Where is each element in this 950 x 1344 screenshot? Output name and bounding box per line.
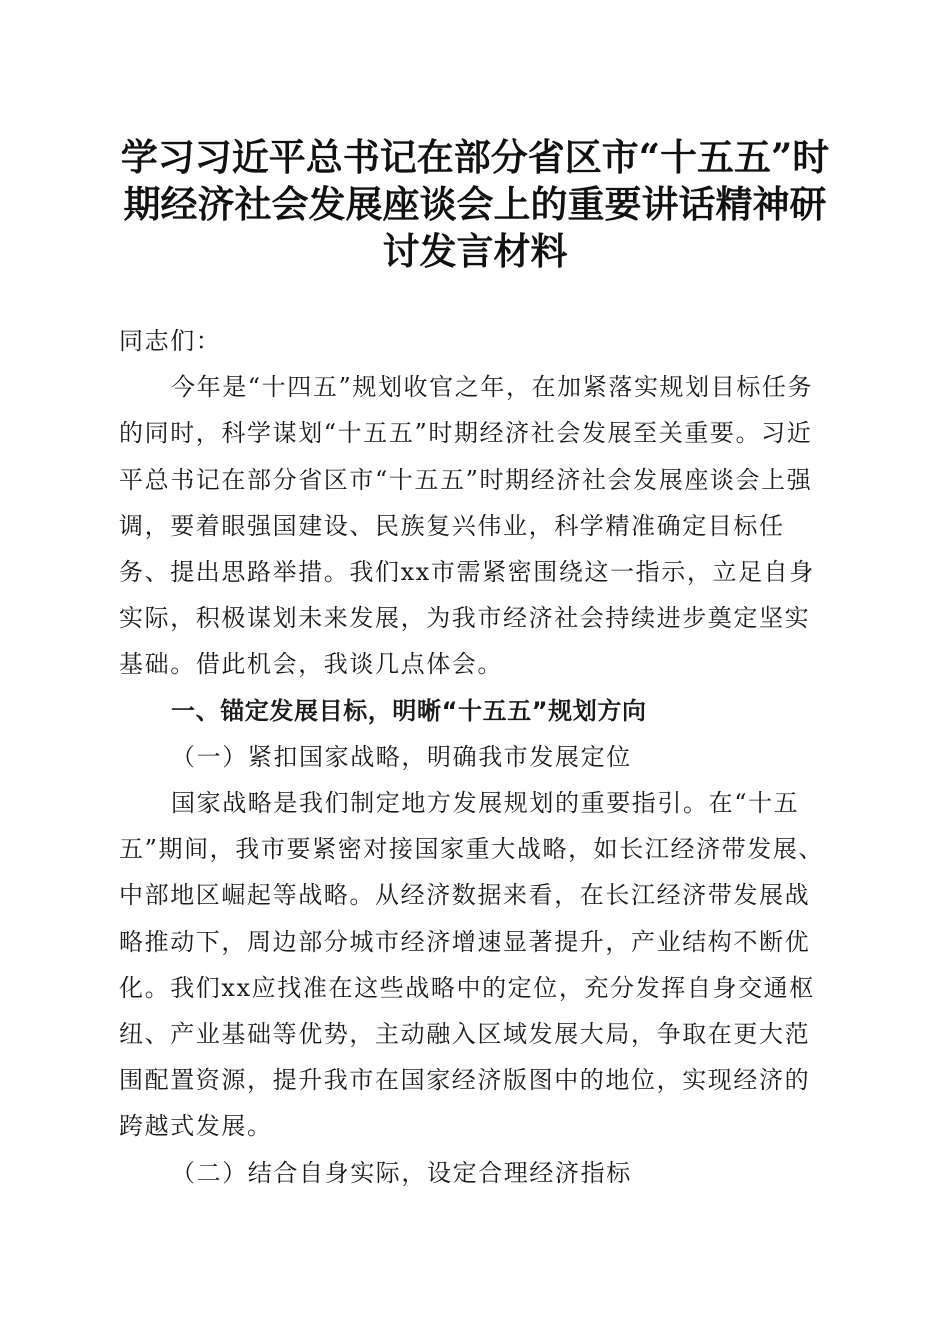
document-body: [119, 318, 829, 1196]
section-heading-1: 一、锚定发展目标，明晰“十五五”规划方向: [171, 696, 647, 725]
subsection-paragraph-1: 国家战略是我们制定地方发展规划的重要指引。在“十五五”期间，我市要紧密对接国家重大战略，如长江经济带发展、中部地区崛起等战略。从经济数据来看，在长江经济带发展战略推动下，周边部分城市经济增速显著提升，产业结构不断优化。我们xx应找准在这些战略中的定位，充分发挥自身交通枢纽、产业基础等优势，主动融入区域发展大局，争取在更大范围配置资源，提升我市在国家经济版图中的地位，实现经济的跨越式发展。: [119, 789, 825, 1141]
subsection-heading-2: （二）结合自身实际，设定合理经济指标: [171, 1158, 632, 1187]
document-title: 学习习近平总书记在部分省区市“十五五”时期经济社会发展座谈会上的重要讲话精神研讨发言材料: [120, 135, 830, 273]
subsection-heading-1: （一）紧扣国家战略，明确我市发展定位: [171, 742, 632, 771]
salutation: 同志们：: [119, 327, 222, 355]
intro-paragraph: 今年是“十四五”规划收官之年，在加紧落实规划目标任务的同时，科学谋划“十五五”时期经济社会发展至关重要。习近平总书记在部分省区市“十五五”时期经济社会发展座谈会上强调，要着眼强国建设、民族复兴伟业，科学精准确定目标任务、提出思路举措。我们xx市需紧密围绕这一指示，立足自身实际，积极谋划未来发展，为我市经济社会持续进步奠定坚实基础。借此机会，我谈几点体会。: [119, 373, 815, 679]
